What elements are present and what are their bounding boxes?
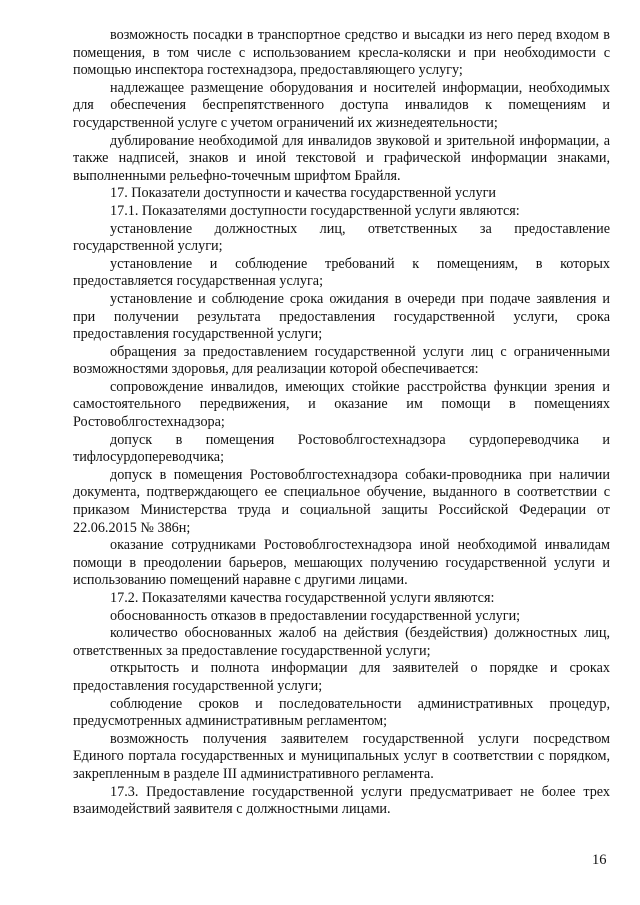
document-page-body	[73, 27, 610, 819]
paragraph-refusal-validity: обоснованность отказов в предоставлении государственной услуги;	[110, 607, 521, 624]
paragraph-complaints-count: количество обоснованных жалоб на действия (бездействия) должностных лиц, ответственных за предоставление государственной услуги;	[73, 625, 610, 659]
paragraph-staff-assistance: оказание сотрудниками Ростовоблгостехнадзора иной необходимой инвалидам помощи в преодолении барьеров, мешающих получению государственной услуги и использованию помещений наравне с другими лицами.	[73, 537, 610, 589]
paragraph-braille-duplication: дублирование необходимой для инвалидов звуковой и зрительной информации, а также надписей, знаков и иной текстовой и графической информации знаками, выполненными рельефно-точечным шрифтом Брайля.	[73, 132, 610, 184]
paragraph-sign-interpreter: допуск в помещения Ростовоблгостехнадзора сурдопереводчика и тифлосурдопереводчика;	[73, 431, 610, 466]
paragraph-waiting-time: установление и соблюдение срока ожидания в очереди при подаче заявления и при получении результата предоставления государственной услуги, срока предоставления государственной услуги;	[73, 290, 610, 343]
section-heading-17: 17. Показатели доступности и качества государственной услуги	[110, 185, 497, 202]
paragraph-guide-dog: допуск в помещения Ростовоблгостехнадзора собаки-проводника при наличии документа, подтверждающего ее специальное обучение, выданного в соответствии с приказом Министерства труда и социальной защиты Российской Федерации от 22.06.2015 № 386н;	[73, 466, 610, 536]
paragraph-boarding-assistance: возможность посадки в транспортное средство и высадки из него перед входом в помещения, в том числе с использованием кресла-коляски и при необходимости с помощью инспектора гостехнадзора, предоставляющего услугу;	[73, 27, 610, 79]
page-number: 16	[592, 852, 607, 868]
paragraph-equipment-placement: надлежащее размещение оборудования и носителей информации, необходимых для обеспечения беспрепятственного доступа инвалидов к помещениям и государственной услуге с учетом ограничений их жизнедеятельности;	[73, 79, 610, 131]
paragraph-procedure-deadlines: соблюдение сроков и последовательности административных процедур, предусмотренных административным регламентом;	[73, 695, 610, 730]
paragraph-disabled-applications: обращения за предоставлением государственной услуги лиц с ограниченными возможностями здоровья, для реализации которой обеспечивается:	[73, 343, 610, 378]
paragraph-17-2-intro: 17.2. Показателями качества государственной услуги являются:	[110, 590, 495, 606]
paragraph-responsible-officials: установление должностных лиц, ответственных за предоставление государственной услуги;	[73, 220, 610, 255]
paragraph-17-3-interactions: 17.3. Предоставление государственной услуги предусматривает не более трех взаимодействий заявителя с должностными лицами.	[73, 783, 610, 818]
paragraph-escort-disabled: сопровождение инвалидов, имеющих стойкие расстройства функции зрения и самостоятельного передвижения, и оказание им помощи в помещениях Ростовоблгостехнадзора;	[73, 378, 610, 431]
paragraph-premises-requirements: установление и соблюдение требований к помещениям, в которых предоставляется государственная услуга;	[73, 255, 610, 290]
paragraph-17-1-intro: 17.1. Показателями доступности государственной услуги являются:	[110, 202, 520, 219]
paragraph-information-openness: открытость и полнота информации для заявителей о порядке и сроках предоставления государственной услуги;	[73, 660, 610, 694]
paragraph-unified-portal: возможность получения заявителем государственной услуги посредством Единого портала государственных и муниципальных услуг в соответствии с порядком, закрепленным в разделе III административного регламента.	[73, 730, 610, 782]
